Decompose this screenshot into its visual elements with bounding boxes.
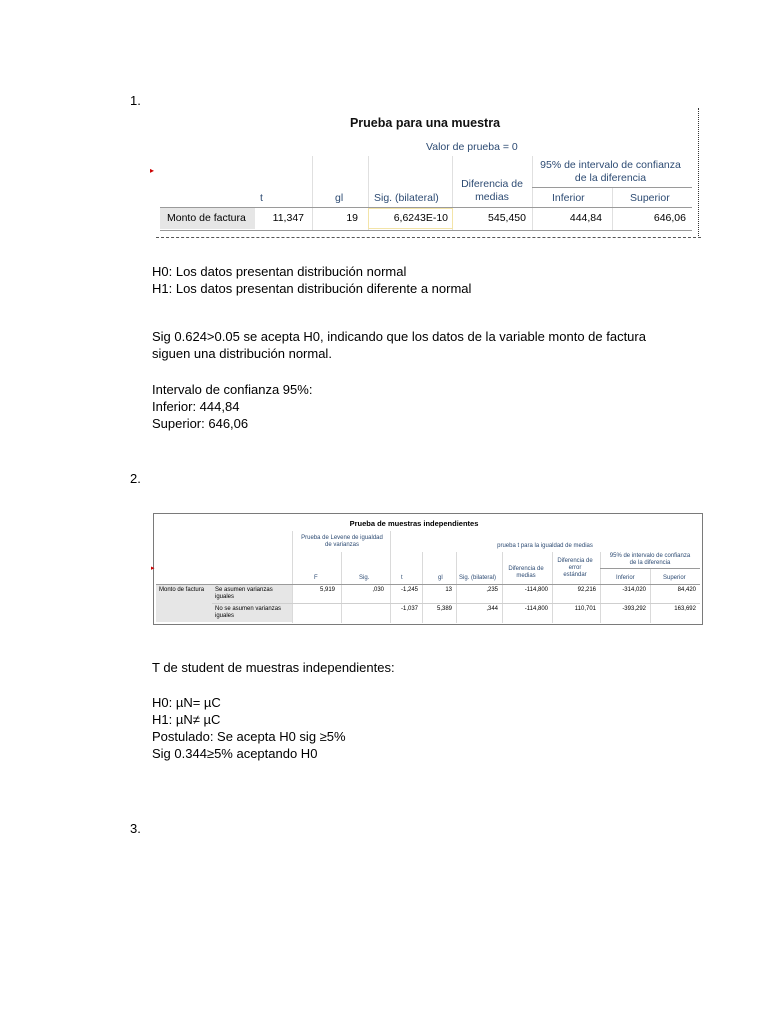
col-header-superior: Superior [663, 575, 686, 581]
cell-f: 5,919 [319, 587, 335, 593]
col-header-diff [502, 566, 550, 580]
ci-header-line-1: 95% de intervalo de confianza [540, 159, 681, 171]
col-header-diff [452, 178, 532, 204]
text-line: siguen una distribución normal. [152, 346, 332, 361]
cell-superior: 163,692 [674, 606, 696, 612]
table-title: Prueba de muestras independientes [349, 519, 479, 528]
grid-line [390, 531, 391, 623]
grid-line [312, 156, 313, 230]
row-sublabel-2-line-2: iguales [215, 613, 235, 619]
cell-err: 110,701 [574, 606, 596, 612]
cell-gl: 19 [346, 212, 358, 224]
section-number-3: 3. [130, 821, 141, 836]
ci-header-line-1: 95% de intervalo de confianza [609, 553, 691, 559]
table-right-border [698, 108, 699, 238]
conclusion-block-1 [152, 328, 646, 362]
grid-line [456, 552, 457, 623]
row-sublabel-1 [215, 587, 273, 601]
row-sublabel-2-line-1: No se asumen varianzas [215, 606, 282, 612]
ci-header-line-2: de la diferencia [574, 172, 647, 184]
grid-line [532, 187, 692, 188]
text-line: Postulado: Se acepta H0 sig ≥5% [152, 729, 346, 744]
row-sublabel-2 [215, 606, 281, 620]
col-header-superior: Superior [630, 192, 670, 204]
col-header-gl: gl [438, 575, 443, 581]
cell-sig: 6,6243E-10 [393, 212, 448, 224]
cell-t: -1,037 [400, 606, 418, 612]
grid-line [612, 188, 613, 230]
col-header-diff-line-1: Diferencia de [508, 566, 544, 572]
levene-header-line-1: Prueba de Levene de igualdad [301, 535, 383, 541]
grid-line [600, 552, 601, 623]
cell-gl: 5,389 [436, 606, 452, 612]
col-header-gl: gl [335, 192, 344, 204]
cell-t: -1,245 [400, 587, 418, 593]
col-header-diff-line-1: Diferencia de [461, 178, 523, 190]
independent-samples-test-table [153, 513, 703, 625]
cell-inferior: -314,020 [622, 587, 646, 593]
col-header-sig: Sig. (bilateral) [374, 192, 439, 204]
section-number-1: 1. [130, 93, 141, 108]
col-header-err-line-1: Diferencia de [557, 558, 593, 564]
col-header-inferior: Inferior [616, 575, 635, 581]
col-header-err-line-2: error [568, 565, 582, 571]
ttest-header: prueba t para la igualdad de medias [497, 543, 593, 549]
col-header-err-line-3: estándar [563, 572, 587, 578]
cell-inferior: 444,84 [569, 212, 602, 224]
cell-sig: ,030 [372, 587, 384, 593]
ci-header [600, 553, 700, 567]
text-line: Sig 0.344≥5% aceptando H0 [152, 746, 318, 761]
grid-line [650, 569, 651, 623]
hypotheses-block-1 [152, 263, 471, 297]
text-line: H1: µN≠ µC [152, 712, 221, 727]
grid-line [552, 552, 553, 623]
levene-header-line-2: de varianzas [324, 542, 360, 548]
cell-inferior: -393,292 [622, 606, 646, 612]
text-line: Sig 0.624>0.05 se acepta H0, indicando que los datos de la variable monto de factura [152, 329, 646, 344]
row-label: Monto de factura [167, 212, 246, 224]
cell-err: 92,216 [577, 587, 596, 593]
ci-header-line-2: de la diferencia [629, 560, 671, 566]
table-title: Prueba para una muestra [349, 116, 501, 130]
row-label: Monto de factura [159, 587, 205, 593]
grid-line [422, 552, 423, 623]
text-line: T de student de muestras independientes: [152, 660, 395, 675]
col-header-t: t [401, 575, 403, 581]
text-line: Intervalo de confianza 95%: [152, 382, 313, 397]
cell-diff: -114,800 [524, 587, 548, 593]
ci-header [538, 159, 683, 185]
cell-superior: 84,420 [677, 587, 696, 593]
col-header-inferior: Inferior [552, 192, 585, 204]
cell-diff: 545,450 [488, 212, 526, 224]
cell-diff: -114,800 [524, 606, 548, 612]
col-header-err [552, 558, 598, 579]
text-line: Inferior: 444,84 [152, 399, 240, 414]
cell-sig-bilateral: ,235 [486, 587, 498, 593]
test-value-header: Valor de prueba = 0 [426, 141, 518, 153]
test-type-block-2 [152, 659, 395, 676]
text-line: H0: Los datos presentan distribución normal [152, 264, 407, 279]
col-header-diff-line-2: medias [475, 191, 509, 203]
grid-line [600, 568, 700, 569]
col-header-f: F [314, 575, 318, 581]
col-header-sig: Sig. [359, 575, 370, 581]
row-sublabel-1-line-2: iguales [215, 594, 235, 600]
col-header-sig-bilateral: Sig. (bilateral) [459, 575, 497, 581]
text-line: H0: µN= µC [152, 695, 221, 710]
row-sublabel-1-line-1: Se asumen varianzas [215, 587, 273, 593]
grid-line [502, 552, 503, 623]
grid-line [532, 156, 533, 230]
one-sample-test-table [150, 108, 700, 238]
table-bottom-border [156, 237, 701, 238]
interval-block-1 [152, 381, 312, 432]
row-marker-icon: ▸ [150, 166, 155, 175]
text-line: H1: Los datos presentan distribución diferente a normal [152, 281, 472, 296]
row-marker-icon: ▸ [151, 565, 155, 572]
levene-header [292, 535, 392, 549]
text-line: Superior: 646,06 [152, 416, 249, 431]
cell-sig-bilateral: ,344 [486, 606, 498, 612]
grid-line [160, 230, 692, 231]
cell-superior: 646,06 [653, 212, 686, 224]
col-header-t: t [260, 192, 263, 204]
hypotheses-block-2 [152, 694, 346, 762]
grid-line [341, 552, 342, 623]
section-number-2: 2. [130, 471, 141, 486]
cell-t: 11,347 [272, 212, 304, 224]
grid-line [292, 531, 293, 623]
grid-line [156, 584, 700, 585]
cell-gl: 13 [445, 587, 452, 593]
grid-line [212, 603, 700, 604]
col-header-diff-line-2: medias [516, 573, 536, 579]
